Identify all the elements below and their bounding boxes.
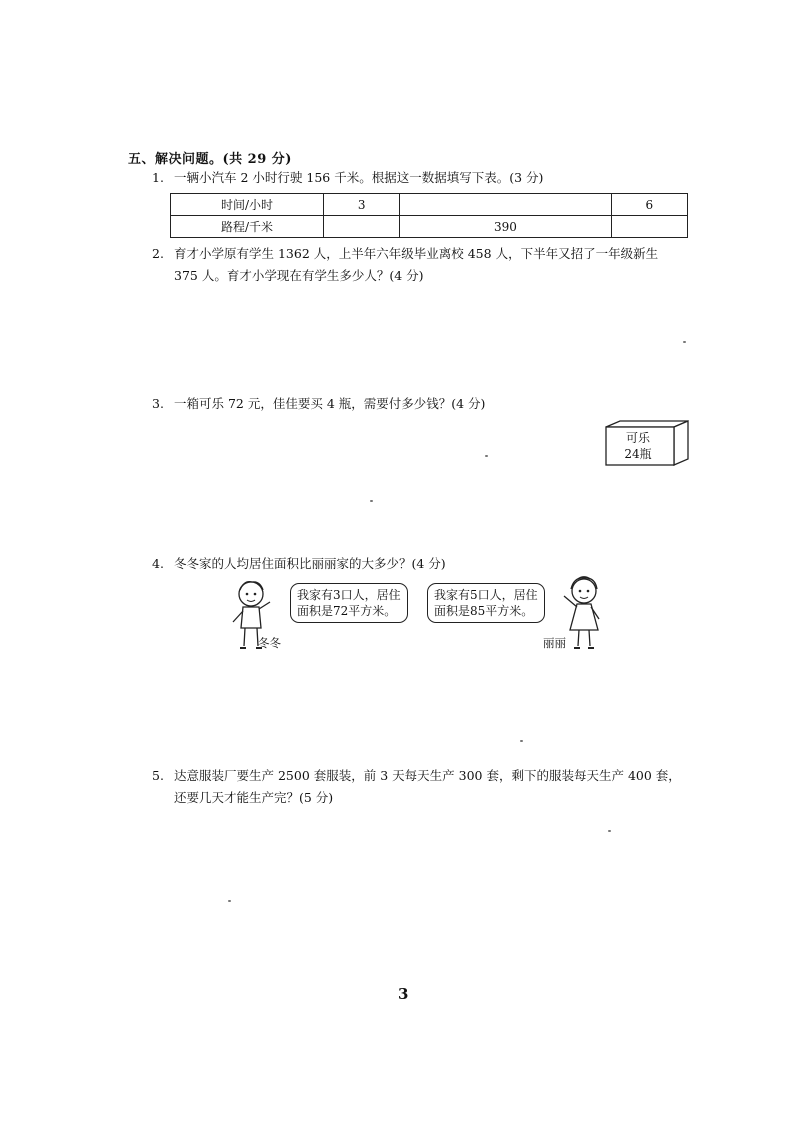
table-cell[interactable] xyxy=(400,194,611,216)
scan-speck xyxy=(683,341,686,343)
question-3-number: 3. xyxy=(152,396,164,411)
question-5 xyxy=(152,765,681,809)
table-cell[interactable] xyxy=(324,216,400,238)
table-cell: 路程/千米 xyxy=(171,216,324,238)
left-bubble-line-1: 我家有3口人，居住 xyxy=(297,588,401,602)
question-2-line-2: 375 人。育才小学现在有学生多少人？(4 分) xyxy=(174,268,424,283)
scan-speck xyxy=(520,740,523,742)
question-2-line-1: 育才小学原有学生 1362 人，上半年六年级毕业离校 458 人，下半年又招了一年级新生 xyxy=(174,246,659,261)
question-4 xyxy=(152,553,446,575)
table-cell[interactable]: 390 xyxy=(400,216,611,238)
scan-speck xyxy=(228,900,231,902)
right-speech-bubble xyxy=(427,583,545,623)
question-2-number: 2. xyxy=(152,246,164,261)
scan-speck xyxy=(370,500,373,502)
question-2 xyxy=(152,243,658,287)
right-bubble-line-1: 我家有5口人，居住 xyxy=(434,588,538,602)
question-4-text: 冬冬家的人均居住面积比丽丽家的大多少？(4 分) xyxy=(174,556,446,571)
question-5-line-1: 达意服装厂要生产 2500 套服装，前 3 天每天生产 300 套，剩下的服装每天生产 400 套， xyxy=(174,768,681,783)
table-cell[interactable]: 6 xyxy=(611,194,687,216)
right-bubble-line-2: 面积是85平方米。 xyxy=(434,604,534,618)
page-number: 3 xyxy=(398,985,409,1003)
boy-name-label: 冬冬 xyxy=(258,636,281,650)
time-distance-table xyxy=(170,193,688,238)
scan-speck xyxy=(608,830,611,832)
cola-box-label-line-1: 可乐 xyxy=(625,431,650,445)
table-row xyxy=(171,216,688,238)
question-5-line-2: 还要几天才能生产完？(5 分) xyxy=(174,790,334,805)
question-1 xyxy=(152,167,543,189)
girl-name-label: 丽丽 xyxy=(543,636,566,650)
question-3 xyxy=(152,393,485,415)
question-4-number: 4. xyxy=(152,556,164,571)
question-1-number: 1. xyxy=(152,170,164,185)
left-bubble-line-2: 面积是72平方米。 xyxy=(297,604,397,618)
cola-box-label-line-2: 24瓶 xyxy=(624,447,652,461)
table-cell[interactable]: 3 xyxy=(324,194,400,216)
table-row xyxy=(171,194,688,216)
section-title: 五、解决问题。(共 29 分) xyxy=(128,152,292,167)
table-cell: 时间/小时 xyxy=(171,194,324,216)
table-cell[interactable] xyxy=(611,216,687,238)
cola-box-label xyxy=(606,430,670,462)
question-3-text: 一箱可乐 72 元，佳佳要买 4 瓶，需要付多少钱？(4 分) xyxy=(174,396,486,411)
question-5-number: 5. xyxy=(152,768,164,783)
left-speech-bubble xyxy=(290,583,408,623)
scan-speck xyxy=(485,455,488,457)
question-1-text: 一辆小汽车 2 小时行驶 156 千米。根据这一数据填写下表。(3 分) xyxy=(174,170,544,185)
